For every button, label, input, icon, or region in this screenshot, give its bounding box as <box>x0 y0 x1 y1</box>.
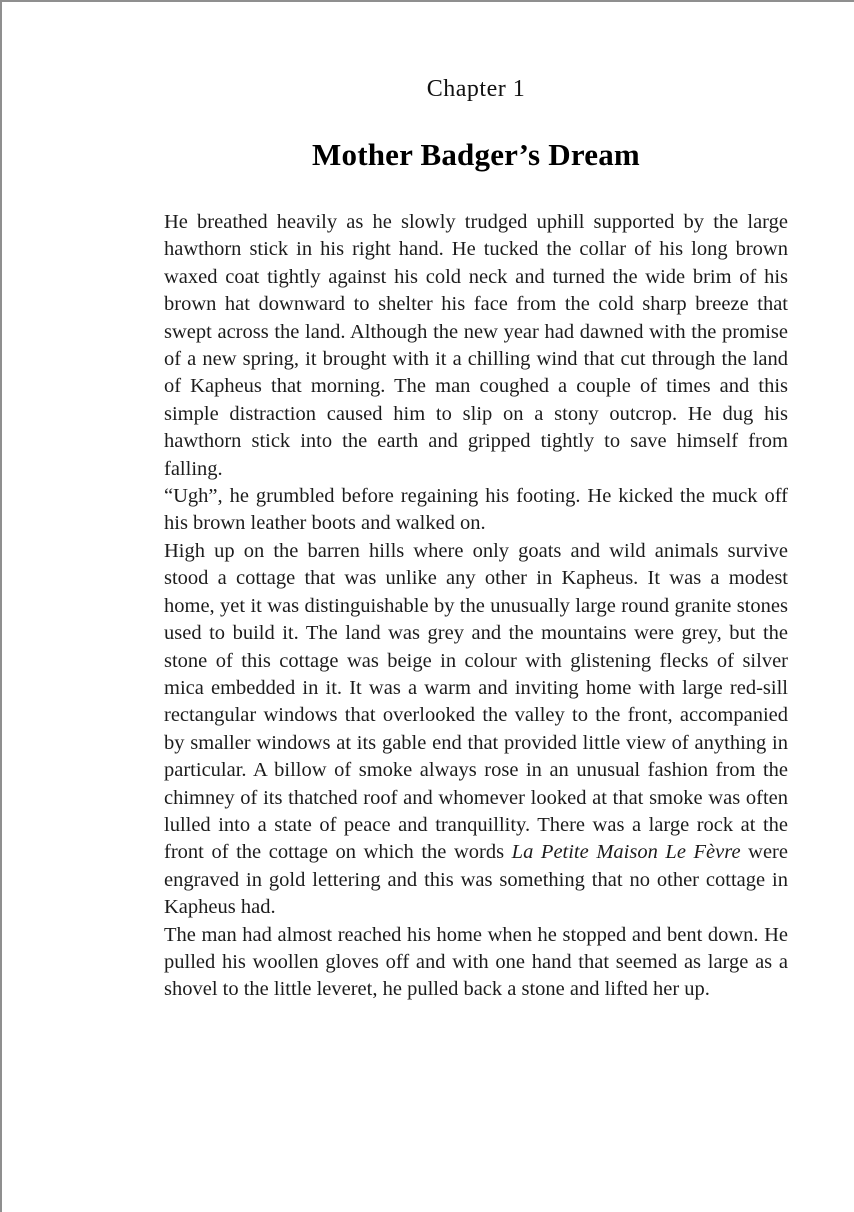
text-run: “Ugh”, he grumbled before regaining his footing. He kicked the muck off his brown leather boots and walked on. <box>164 485 788 535</box>
chapter-label: Chapter 1 <box>426 76 526 102</box>
text-run: The man had almost reached his home when he stopped and bent down. He pulled his woollen gloves off and with one hand that seemed as large as a shovel to the little leveret, he pulled back a stone and lifted her up. <box>164 923 788 1001</box>
paragraph <box>164 538 788 922</box>
chapter-title: Mother Badger’s Dream <box>312 137 640 172</box>
text-run: High up on the barren hills where only goats and wild animals survive stood a cottage that was unlike any other in Kapheus. It was a modest home, yet it was distinguishable by the unusually large round granite stones used to build it. The land was grey and the mountains were grey, but the stone of this cottage was beige in colour with glistening flecks of silver mica embedded in it. It was a warm and inviting home with large red-sill rectangular windows that overlooked the valley to the front, accompanied by smaller windows at its gable end that provided little view of anything in particular. A billow of smoke always rose in an unusual fashion from the chimney of its thatched roof and whomever looked at that smoke was often lulled into a state of peace and tranquillity. There was a large rock at the front of the cottage on which the words <box>164 539 788 864</box>
body-paragraphs <box>164 209 788 1004</box>
page-content <box>164 76 788 1004</box>
paragraph <box>164 209 788 483</box>
paragraph <box>164 483 788 538</box>
paragraph <box>164 922 788 1004</box>
text-run: He breathed heavily as he slowly trudged uphill supported by the large hawthorn stick in his right hand. He tucked the collar of his long brown waxed coat tightly against his cold neck and turned the wide brim of his brown hat downward to shelter his face from the cold sharp breeze that swept across the land. Although the new year had dawned with the promise of a new spring, it brought with it a chilling wind that cut through the land of Kapheus that morning. The man coughed a couple of times and this simple distraction caused him to slip on a stony outcrop. He dug his hawthorn stick into the earth and gripped tightly to save himself from falling. <box>164 211 788 480</box>
italic-phrase: La Petite Maison Le Fèvre <box>511 841 741 864</box>
text-run: were engraved in gold lettering and this was something that no other cottage in Kapheus had. <box>164 841 788 919</box>
